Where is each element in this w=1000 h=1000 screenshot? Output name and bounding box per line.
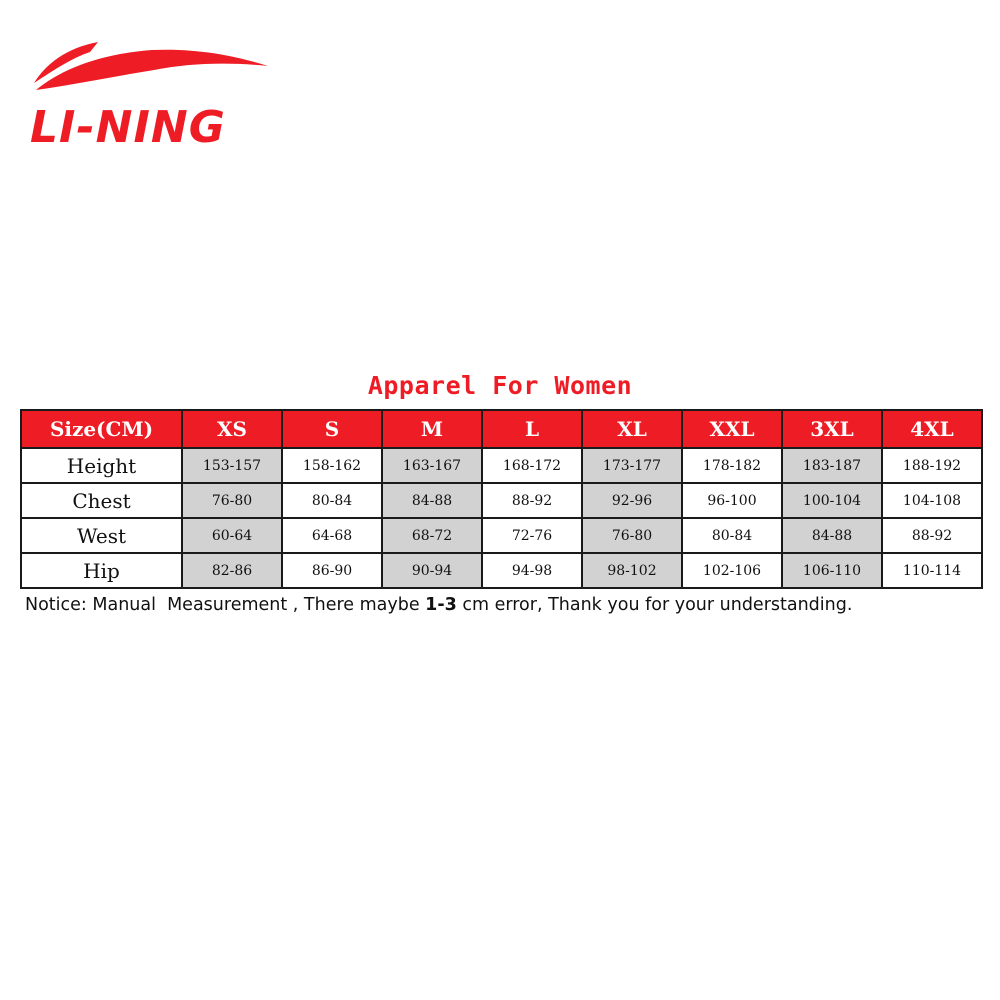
size-header: S	[282, 410, 382, 448]
logo-swoosh-icon	[28, 30, 273, 160]
table-cell: 100-104	[782, 483, 882, 518]
table-cell: 98-102	[582, 553, 682, 588]
table-cell: 106-110	[782, 553, 882, 588]
table-header-row	[21, 410, 982, 448]
table-cell: 102-106	[682, 553, 782, 588]
page-title: Apparel For Women	[367, 371, 633, 400]
row-label: Chest	[21, 483, 182, 518]
table-row	[21, 553, 982, 588]
table-row	[21, 518, 982, 553]
table-cell: 84-88	[782, 518, 882, 553]
table-cell: 82-86	[182, 553, 282, 588]
table-cell: 188-192	[882, 448, 982, 483]
row-label: Height	[21, 448, 182, 483]
table-cell: 86-90	[282, 553, 382, 588]
size-header: 4XL	[882, 410, 982, 448]
notice-text	[25, 595, 995, 615]
table-cell: 88-92	[882, 518, 982, 553]
row-label: Hip	[21, 553, 182, 588]
table-cell: 158-162	[282, 448, 382, 483]
table-cell: 178-182	[682, 448, 782, 483]
size-header: XXL	[682, 410, 782, 448]
header-label: Size(CM)	[21, 410, 182, 448]
table-cell: 92-96	[582, 483, 682, 518]
table-cell: 173-177	[582, 448, 682, 483]
table-cell: 96-100	[682, 483, 782, 518]
table-cell: 80-84	[282, 483, 382, 518]
table-row	[21, 483, 982, 518]
table-cell: 76-80	[582, 518, 682, 553]
table-cell: 163-167	[382, 448, 482, 483]
table-cell: 64-68	[282, 518, 382, 553]
size-header: M	[382, 410, 482, 448]
table-cell: 104-108	[882, 483, 982, 518]
size-header: L	[482, 410, 582, 448]
table-cell: 88-92	[482, 483, 582, 518]
size-header: XS	[182, 410, 282, 448]
table-cell: 76-80	[182, 483, 282, 518]
table-cell: 84-88	[382, 483, 482, 518]
notice-suffix: cm error, Thank you for your understanding.	[456, 595, 853, 615]
li-ning-logo	[28, 30, 273, 160]
table-cell: 80-84	[682, 518, 782, 553]
row-label: West	[21, 518, 182, 553]
table-cell: 68-72	[382, 518, 482, 553]
table-cell: 153-157	[182, 448, 282, 483]
table-cell: 90-94	[382, 553, 482, 588]
table-cell: 168-172	[482, 448, 582, 483]
size-header: XL	[582, 410, 682, 448]
size-chart-table	[20, 409, 983, 589]
table-row	[21, 448, 982, 483]
notice-error-range: 1-3	[425, 595, 457, 615]
table-cell: 72-76	[482, 518, 582, 553]
size-header: 3XL	[782, 410, 882, 448]
table-cell: 60-64	[182, 518, 282, 553]
table-cell: 183-187	[782, 448, 882, 483]
notice-prefix: Notice: Manual Measurement , There maybe	[25, 595, 426, 615]
logo-wordmark: LI-NING	[30, 102, 226, 153]
table-cell: 94-98	[482, 553, 582, 588]
table-cell: 110-114	[882, 553, 982, 588]
